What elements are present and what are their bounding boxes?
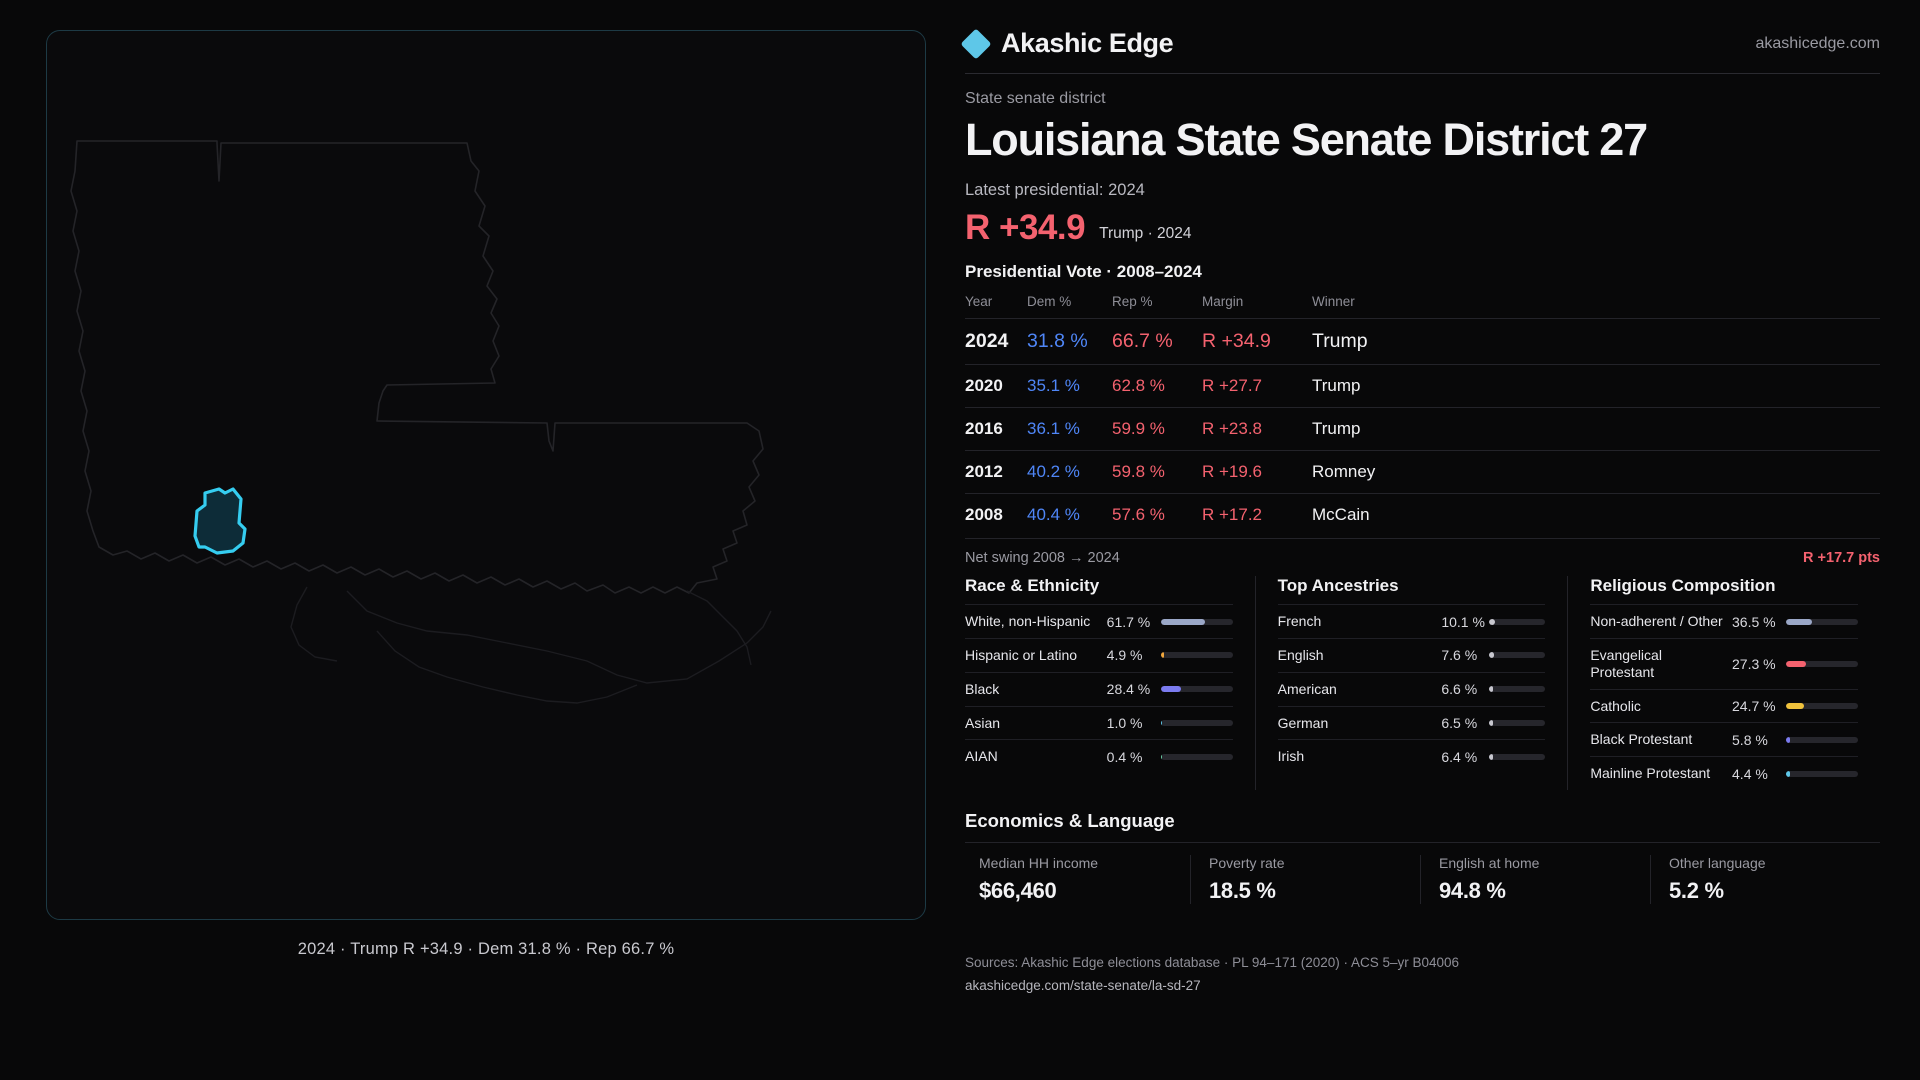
list-item [1590,604,1858,638]
cell-winner: Romney [1312,451,1880,494]
louisiana-map [47,31,926,920]
ancestry-value: 10.1 % [1441,613,1485,630]
religion-bar [1786,619,1858,625]
race-label: Hispanic or Latino [965,647,1078,664]
table-row [965,451,1880,494]
footer-sources [965,952,1880,998]
list-item [1278,672,1546,706]
race-bar [1161,754,1233,760]
race-bar [1161,720,1233,726]
net-swing-value: R +17.7 pts [1803,550,1880,567]
cell-margin: R +23.8 [1202,408,1312,451]
ancestry-bar [1489,686,1545,692]
cell-rep: 57.6 % [1112,494,1202,537]
race-value: 4.9 % [1106,647,1143,664]
list-item [1590,689,1858,723]
list-item [1590,722,1858,756]
list-item [1590,638,1858,689]
ancestry-bar [1489,720,1545,726]
list-item [965,638,1233,672]
stat-label: Other language [1669,855,1766,872]
table-row [965,494,1880,537]
race-value: 28.4 % [1106,681,1151,698]
cell-dem: 35.1 % [1027,365,1112,408]
religion-bar [1786,737,1858,743]
map-frame[interactable] [46,30,926,920]
religion-label: Evangelical Protestant [1590,647,1662,680]
economics-row [965,842,1880,904]
cell-rep: 62.8 % [1112,365,1202,408]
stat-value: $66,460 [979,878,1057,904]
presidential-vote-table [965,294,1880,536]
ancestry-value: 6.6 % [1441,681,1478,698]
cell-year: 2012 [965,451,1027,494]
religion-bar [1786,661,1858,667]
ancestry-heading: Top Ancestries [1277,576,1399,596]
race-label: AIAN [965,748,998,765]
list-item [965,739,1233,773]
religion-column [1567,576,1880,790]
list-item [965,706,1233,740]
religion-bar [1786,771,1858,777]
net-swing-row [965,538,1880,566]
stat-value: 5.2 % [1669,878,1724,904]
religion-label: Non-adherent / Other [1590,613,1723,630]
cell-year: 2016 [965,408,1027,451]
religion-label: Black Protestant [1590,731,1693,748]
col-year: Year [965,294,993,310]
cell-margin: R +17.2 [1202,494,1312,537]
latest-presidential-label: Latest presidential: 2024 [965,181,1145,200]
sources-line: Sources: Akashic Edge elections database · PL 94–171 (2020) · ACS 5–yr B04006 [965,955,1460,971]
cell-rep: 59.9 % [1112,408,1202,451]
ancestry-label: English [1277,647,1324,664]
table-header-row [965,294,1880,319]
religion-value: 5.8 % [1732,731,1768,748]
brand-site: akashicedge.com [1755,34,1880,52]
ancestry-value: 6.5 % [1441,715,1478,732]
votes-heading: Presidential Vote · 2008–2024 [965,262,1202,282]
race-label: White, non-Hispanic [965,613,1091,630]
cell-dem: 40.4 % [1027,494,1112,537]
cell-margin: R +19.6 [1202,451,1312,494]
race-label: Black [965,680,1000,697]
table-row [965,319,1880,365]
stat-label: Poverty rate [1209,855,1285,872]
info-pane [945,0,1920,1080]
religion-value: 36.5 % [1732,613,1776,630]
religion-bar [1786,703,1858,709]
ancestry-label: German [1277,714,1329,731]
diamond-icon [960,28,991,59]
stat-median-income [965,855,1190,904]
margin-detail: Trump · 2024 [1099,225,1192,243]
net-swing-label: Net swing 2008 → 2024 [965,550,1120,567]
cell-rep: 66.7 % [1112,319,1202,365]
economics-heading: Economics & Language [965,810,1175,832]
list-item [1278,604,1546,638]
col-rep: Rep % [1112,294,1153,310]
col-winner: Winner [1312,294,1355,310]
religion-value: 4.4 % [1732,765,1768,782]
margin-value: R +34.9 [965,208,1086,248]
cell-year: 2024 [965,319,1027,365]
cell-winner: Trump [1312,365,1880,408]
list-item [1278,706,1546,740]
religion-label: Catholic [1590,697,1641,714]
demographics-columns [965,576,1880,790]
race-bar [1161,652,1233,658]
cell-dem: 40.2 % [1027,451,1112,494]
cell-margin: R +27.7 [1202,365,1312,408]
ancestry-column [1255,576,1568,790]
cell-year: 2008 [965,494,1027,537]
race-label: Asian [965,714,1001,731]
stat-poverty-rate [1190,855,1420,904]
religion-value: 27.3 % [1732,655,1776,672]
race-bar [1161,619,1233,625]
cell-winner: Trump [1312,319,1880,365]
ancestry-label: American [1277,680,1337,697]
cell-year: 2020 [965,365,1027,408]
ancestry-value: 6.4 % [1441,748,1478,765]
footer-url[interactable]: akashicedge.com/state-senate/la-sd-27 [965,977,1201,993]
list-item [1278,638,1546,672]
col-margin: Margin [1202,294,1244,310]
ancestry-label: French [1277,613,1322,630]
race-column [965,576,1255,790]
cell-winner: Trump [1312,408,1880,451]
map-caption: 2024 · Trump R +34.9 · Dem 31.8 % · Rep 66.7 % [297,940,675,958]
religion-heading: Religious Composition [1590,576,1776,596]
ancestry-label: Irish [1277,748,1305,765]
brand-name: Akashic Edge [1001,28,1174,58]
stat-english-at-home [1420,855,1650,904]
cell-winner: McCain [1312,494,1880,537]
cell-dem: 31.8 % [1027,319,1112,365]
list-item [1278,739,1546,773]
stat-label: Median HH income [979,855,1099,872]
list-item [965,672,1233,706]
race-value: 1.0 % [1106,715,1143,732]
map-pane [0,0,945,1080]
list-item [965,604,1233,638]
stat-other-language [1650,855,1880,904]
ancestry-value: 7.6 % [1441,647,1478,664]
race-heading: Race & Ethnicity [965,576,1100,596]
table-row [965,408,1880,451]
col-dem: Dem % [1027,294,1072,310]
page-title: Louisiana State Senate District 27 [965,114,1647,165]
list-item [1590,756,1858,790]
page-kicker: State senate district [965,90,1106,107]
ancestry-bar [1489,754,1545,760]
table-row [965,365,1880,408]
cell-rep: 59.8 % [1112,451,1202,494]
headline-margin [965,208,1880,248]
race-bar [1161,686,1233,692]
stat-value: 18.5 % [1209,878,1276,904]
ancestry-bar [1489,652,1545,658]
race-value: 61.7 % [1106,613,1151,630]
stat-value: 94.8 % [1439,878,1506,904]
religion-value: 24.7 % [1732,698,1776,715]
cell-dem: 36.1 % [1027,408,1112,451]
religion-label: Mainline Protestant [1590,765,1711,782]
brand-row [965,28,1880,74]
race-value: 0.4 % [1106,748,1143,765]
stat-label: English at home [1439,855,1540,872]
cell-margin: R +34.9 [1202,319,1312,365]
ancestry-bar [1489,619,1545,625]
